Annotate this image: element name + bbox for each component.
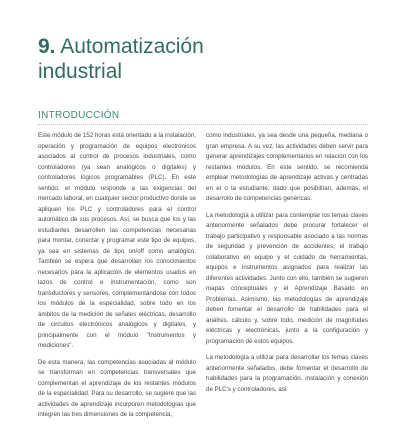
chapter-title-line2: industrial [38,60,123,83]
right-paragraph-1: como industriales, ya sea desde una pequeña, mediana o gran empresa. A su vez, las actividades deben servir para generar aprendizajes complementarios en relación con los restantes módulos. En este sentido, se recomienda emplear metodologías de aprendizaje activas y centradas en el o la estudiante, dado que posibilitan, además, el desarrollo de competencias genéricas. [206,132,368,202]
section-divider [38,124,368,125]
section-title: INTRODUCCIÓN [38,110,120,121]
right-paragraph-2: La metodología a utilizar para contemplar los temas claves anteriormente señalados debe procurar fortalecer el trabajo participativo y responsable asociado a las normas de seguridad y prevención de accidentes, el trabajo colaborativo en equipo y el cuidado de herramientas, equipos e instrumentos asignados para realizar las diferentes actividades. Junto con ello, también se sugieren mapas conceptuales y el Aprendizaje Basado en Problemas. Asimismo, las metodologías de aprendizaje deben fomentar el desarrollo de habilidades para el análisis, cálculo y, sobre todo, medición de magnitudes eléctricas y electrónicas, junto a la configuración y programación de estos equipos. [206,211,368,345]
chapter-heading [38,34,358,84]
right-column [206,131,368,401]
chapter-title-line1: Automatización [60,35,204,58]
left-column [38,131,196,427]
right-paragraph-3: La metodología a utilizar para desarrollar los temas claves anteriormente señalados, debe fomentar el desarrollo de habilidades para la programación, instalación y conexión de PLC's y controladores, así [206,354,368,393]
left-paragraph-1: Este módulo de 152 horas está orientado a la instalación, operación y programación de equipos electrónicos asociados al control de procesos industriales, como controladores (ya sean analógicos o digitales) y controladores lógicos programables (PLC). En este sentido, el módulo responde a las exigencias del mercado laboral, en cualquier sector productivo donde se apliquen los PLC y controladores para el control automático de sus procesos. Así, se busca que los y las estudiantes desarrollen las competencias necesarias para montar, conectar y programar este tipo de equipos, ya sea en sistemas de tipo on/off como analógico. También se espera que desarrollen los conocimientos necesarios para la aplicación de elementos usados en lazos de control e instrumentación, como son transductores y sensores, complementándose con todos los módulos de la especialidad, sobre todo en los ámbitos de la medición de señales eléctricas, desarrollo de circuitos electrónicos analógicos y digitales, y principalmente con el módulo "Instrumentos y mediciones". [38,132,196,349]
left-paragraph-2: De esta manera, las competencias asociadas al módulo se transforman en competencias transversales que complementan el aprendizaje de los restantes módulos de la especialidad. Para su desarrollo, se sugiere que las actividades de aprendizaje incorporen metodologías que integren las tres dimensiones de la competencia, [38,358,196,418]
chapter-number: 9. [38,35,56,58]
